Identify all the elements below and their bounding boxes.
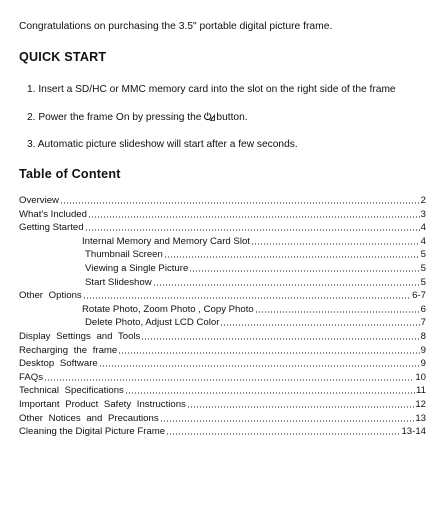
quick-start-step-2-text: 2. Power the frame On by pressing the: [27, 112, 202, 123]
toc-leader-dots: [189, 270, 419, 272]
toc-entry-title: Display Settings and Tools: [19, 331, 141, 342]
toc-entry: [85, 314, 426, 328]
toc-entry-title: What's Included: [19, 208, 87, 220]
toc-entry-page: 6: [420, 303, 426, 315]
toc-entry-page: 4: [420, 235, 426, 247]
toc-entry-title: Getting Started: [19, 222, 84, 234]
intro-text: Congratulations on purchasing the 3.5" portable digital picture frame.: [19, 21, 333, 32]
toc-leader-dots: [44, 379, 414, 381]
toc-leader-dots: [166, 433, 400, 435]
toc-entry-title: Start Slideshow: [85, 276, 152, 288]
toc-entry: [19, 287, 426, 301]
toc-entry: [19, 382, 426, 396]
toc-entry: [19, 219, 426, 233]
quick-start-step-1: 1. Insert a SD/HC or MMC memory card into the slot on the right side of the frame: [27, 84, 396, 95]
toc-entry-title: Viewing a Single Picture: [85, 263, 189, 274]
toc-entry-title: Other Options: [19, 290, 82, 302]
toc-entry-title: Recharging the frame: [19, 344, 118, 356]
quick-start-step-3: 3. Automatic picture slideshow will start after a few seconds.: [27, 139, 298, 150]
toc-entry-page: 11: [416, 385, 426, 397]
toc-entry-title: Rotate Photo, Zoom Photo , Copy Photo: [82, 303, 254, 315]
toc-entry: [85, 260, 426, 274]
toc-entry-title: Desktop Software: [19, 358, 98, 370]
toc-entry-title: Technical Specifications: [19, 385, 124, 397]
quick-start-step-2: [27, 112, 248, 123]
toc-entry: [82, 301, 426, 315]
quick-start-heading: QUICK START: [19, 50, 107, 64]
toc-entry: [19, 423, 426, 437]
toc-entry: [19, 328, 426, 342]
toc-leader-dots: [125, 392, 415, 394]
toc-entry-page: 3: [420, 208, 426, 220]
toc-entry-page: 13: [415, 412, 426, 424]
toc-entry-page: 5: [420, 249, 426, 261]
quick-start-step-2-suffix: button.: [216, 112, 248, 123]
toc-entry-page: 5: [420, 263, 426, 274]
toc-entry: [19, 410, 426, 424]
toc-entry-page: 4: [420, 222, 426, 234]
toc-entry-title: Other Notices and Precautions: [19, 412, 159, 424]
toc-entry-page: 2: [420, 195, 426, 206]
toc-leader-dots: [220, 324, 419, 326]
toc-leader-dots: [255, 311, 420, 313]
toc-leader-dots: [85, 229, 420, 231]
toc-entry-title: Cleaning the Digital Picture Frame: [19, 426, 166, 438]
toc-entry-title: Internal Memory and Memory Card Slot: [82, 235, 250, 247]
toc-entry-title: Thumbnail Screen: [85, 249, 163, 261]
toc-leader-dots: [99, 365, 420, 367]
toc-entry: [19, 342, 426, 356]
toc-entry-title: Overview: [19, 195, 59, 206]
toc-entry-page: 7: [420, 317, 426, 329]
toc-entry-title: Delete Photo, Adjust LCD Color: [85, 317, 220, 329]
toc-entry: [19, 192, 426, 206]
toc-entry-title: Important Product Safety Instructions: [19, 399, 186, 410]
toc-entry: [82, 233, 426, 247]
toc-leader-dots: [153, 284, 420, 286]
toc-entry: [85, 246, 426, 260]
toc-entry-page: 9: [420, 358, 426, 370]
toc-entry: [19, 369, 426, 383]
toc-leader-dots: [118, 352, 419, 354]
toc-entry: [19, 206, 426, 220]
toc-entry: [19, 396, 426, 410]
toc-leader-dots: [60, 202, 420, 204]
toc-heading: Table of Content: [19, 167, 121, 181]
toc-entry-title: FAQs: [19, 371, 43, 383]
toc-entry-page: 6-7: [412, 290, 426, 302]
toc-entry-page: 9: [420, 344, 426, 356]
toc-leader-dots: [141, 338, 419, 340]
power-button-icon: [203, 112, 215, 121]
toc-entry-page: 10: [415, 371, 426, 383]
toc-entry-page: 13-14: [401, 426, 426, 438]
toc-leader-dots: [160, 420, 415, 422]
toc-entry: [19, 355, 426, 369]
toc-entry-page: 12: [415, 399, 426, 410]
toc-entry-page: 8: [420, 331, 426, 342]
toc-leader-dots: [83, 297, 411, 299]
toc-entry-page: 5: [420, 276, 426, 288]
toc-leader-dots: [187, 406, 414, 408]
toc-entry: [85, 274, 426, 288]
toc-leader-dots: [88, 216, 420, 218]
toc-leader-dots: [164, 256, 420, 258]
toc-leader-dots: [251, 243, 420, 245]
